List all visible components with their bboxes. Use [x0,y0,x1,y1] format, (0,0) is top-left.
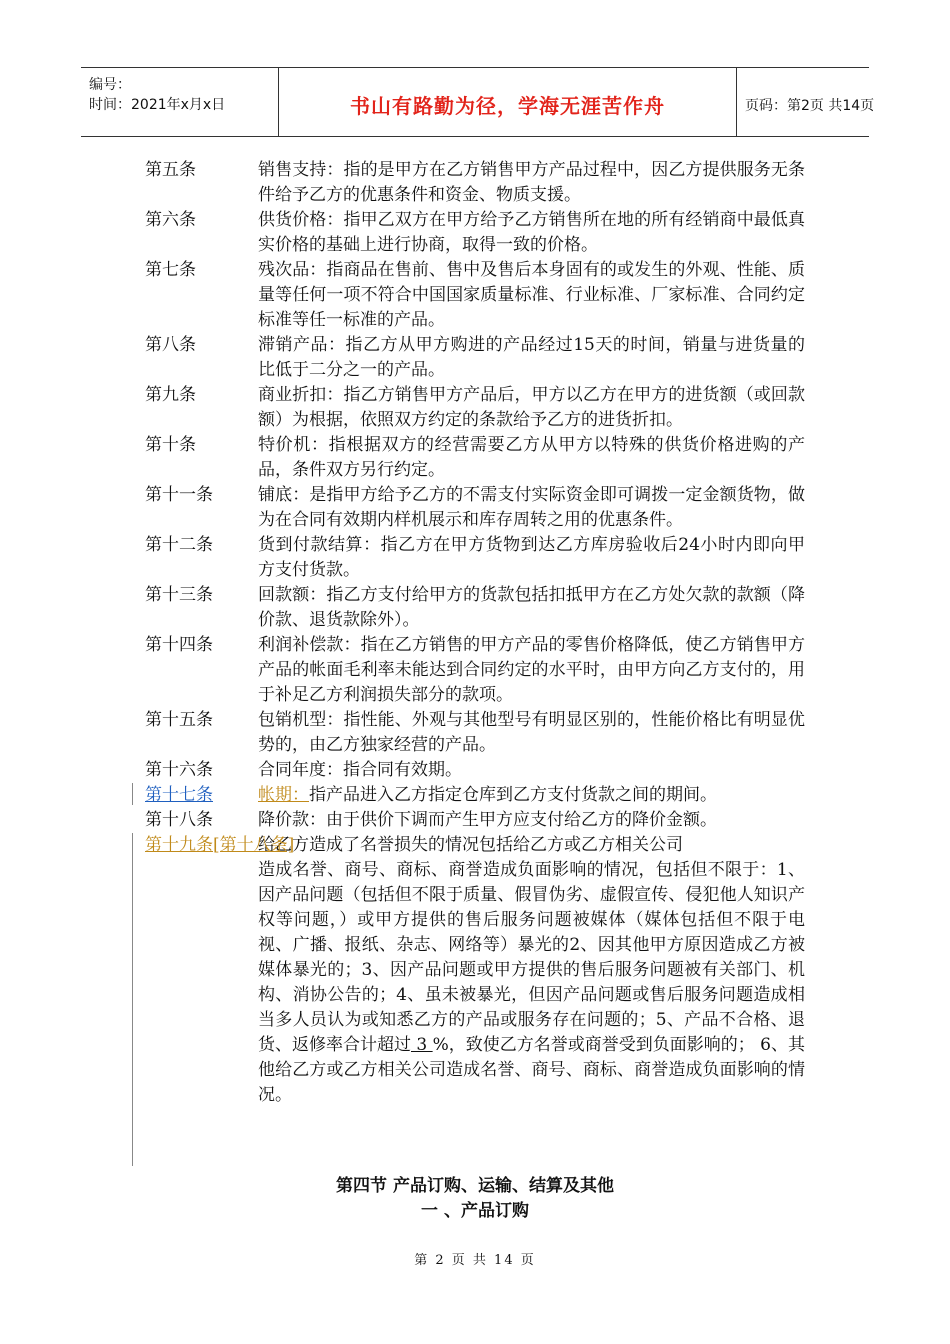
article-13 [145,583,805,633]
article-text: 合同年度：指合同有效期。 [258,760,462,780]
article-number: 第十八条 [145,810,213,830]
section-subtitle: 一 、产品订购 [421,1201,529,1221]
article-number: 第十五条 [145,710,213,730]
article-8 [145,333,805,383]
article-19 [145,833,805,1108]
header-page-info: 页码：第2页 共14页 [745,98,875,114]
article-number: 第五条 [145,160,196,180]
article-text: 残次品：指商品在售前、售中及售后本身固有的或发生的外观、性能、质量等任何一项不符合中国国家质量标准、行业标准、厂家标准、合同约定标准等任一标准的产品。 [258,260,805,330]
article-text: 铺底：是指甲方给予乙方的不需支付实际资金即可调拨一定金额货物，做为在合同有效期内样机展示和库存周转之用的优惠条件。 [258,485,805,530]
article-text: 降价款：由于供价下调而产生甲方应支付给乙方的降价金额。 [258,810,717,830]
document-date: 时间：2021年x月x日 [89,97,226,113]
page-footer: 第 2 页 共 14 页 [414,1253,536,1268]
article-number: 第十六条 [145,760,213,780]
article-number: 第七条 [145,260,196,280]
article-16 [145,758,805,783]
section-title: 第四节 产品订购、运输、结算及其他 [336,1176,614,1196]
article-7 [145,258,805,333]
article-number: 第十四条 [145,635,213,655]
article-text: 货到付款结算：指乙方在甲方货物到达乙方库房验收后24小时内即向甲方支付货款。 [258,535,805,580]
article-definition: 指产品进入乙方指定仓库到乙方支付货款之间的期间。 [309,785,717,805]
document-number-label: 编号： [89,77,131,93]
article-number: 第十一条 [145,485,213,505]
article-first-line: 给乙方造成了名誉损失的情况包括给乙方或乙方相关公司 [258,835,683,855]
revision-bar [132,833,133,1166]
article-12 [145,533,805,583]
article-10 [145,433,805,483]
article-text: 利润补偿款：指在乙方销售的甲方产品的零售价格降低，使乙方销售甲方产品的帐面毛利率未能达到合同约定的水平时，由甲方向乙方支付的，用于补足乙方利润损失部分的款项。 [258,635,805,705]
article-number-revised: 第十七条 [145,785,213,805]
article-18 [145,808,805,833]
article-6 [145,208,805,258]
article-text: 滞销产品：指乙方从甲方购进的产品经过15天的时间，销量与进货量的比低于二分之一的产品。 [258,335,805,380]
article-number: 第十三条 [145,585,213,605]
article-9 [145,383,805,433]
article-14 [145,633,805,708]
article-text [258,858,805,1108]
article-text: 供货价格：指甲乙双方在甲方给予乙方销售所在地的所有经销商中最低真实价格的基础上进行协商，取得一致的价格。 [258,210,805,255]
article-number: 第十条 [145,435,196,455]
article-17 [145,783,805,808]
article-text: 特价机：指根据双方的经营需要乙方从甲方以特殊的供货价格进购的产品，条件双方另行约定。 [258,435,805,480]
article-11 [145,483,805,533]
header-slogan: 书山有路勤为径，学海无涯苦作舟 [350,94,665,118]
article-number: 第八条 [145,335,196,355]
revision-bar [132,783,133,805]
article-number: 第六条 [145,210,196,230]
article-text: 商业折扣：指乙方销售甲方产品后，甲方以乙方在甲方的进货额（或回款额）为根据，依照双方约定的条款给予乙方的进货折扣。 [258,385,805,430]
article-text: 销售支持：指的是甲方在乙方销售甲方产品过程中，因乙方提供服务无条件给予乙方的优惠条件和资金、物质支援。 [258,160,805,205]
article-text [258,783,805,808]
article-number: 第九条 [145,385,196,405]
article-text-part: %，致使乙方名誉或商誉受到负面影响的； 6、其他给乙方或乙方相关公司造成名誉、商号、商标、商誉造成负面影响的情况。 [258,1035,805,1105]
article-text-part: 造成名誉、商号、商标、商誉造成负面影响的情况，包括但不限于：1、因产品问题（包括但不限于质量、假冒伪劣、虚假宣传、侵犯他人知识产权等问题，）或甲方提供的售后服务问题被媒体（媒体包括但不限于电视、广播、报纸、杂志、网络等）暴光的2、因其他甲方原因造成乙方被媒体暴光的；3、因产品问题或甲方提供的售后服务问题被有关部门、机构、消协公告的；4、虽未被暴光，但因产品问题或售后服务问题造成相当多人员认为或知悉乙方的产品或服务存在问题的；5、产品不合格、退货、返修率合计超过 [258,860,805,1055]
article-number-revised: 第十九条[第十八条] [145,835,295,855]
article-15 [145,708,805,758]
article-text: 包销机型：指性能、外观与其他型号有明显区别的，性能价格比有明显优势的，由乙方独家经营的产品。 [258,710,805,755]
article-term-revised: 帐期： [258,785,309,805]
article-text: 回款额：指乙方支付给甲方的货款包括扣抵甲方在乙方处欠款的款额（降价款、退货款除外）。 [258,585,805,630]
percent-value: 3 [411,1035,433,1055]
article-number: 第十二条 [145,535,213,555]
article-5 [145,158,805,208]
